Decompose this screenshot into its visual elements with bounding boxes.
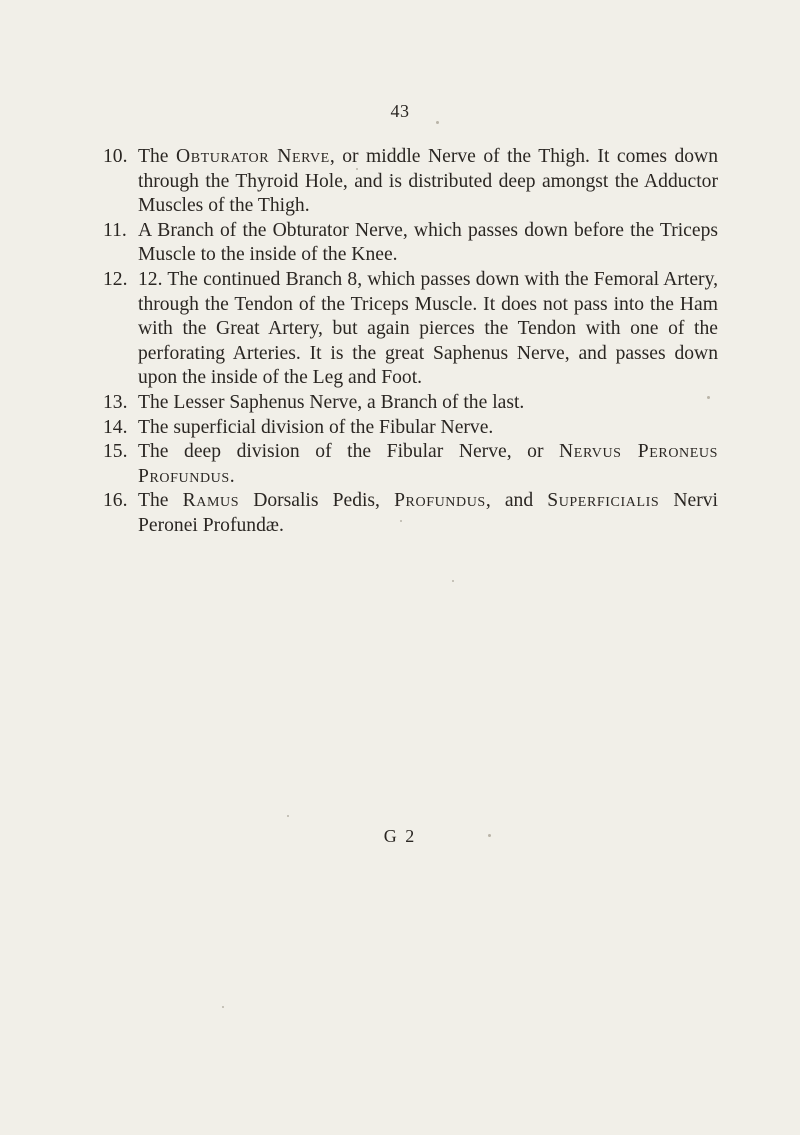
paper-speck [356,168,358,170]
entry-text [138,440,718,489]
entry-text [138,489,718,538]
entry-number: 14. [103,416,128,438]
entry-number: 10. [103,146,128,167]
entry-text-run: Nervi Peronei Profundæ. [138,490,718,536]
entry-text-run: 12. The continued Branch 8, which passes down with the Femoral Artery, through the Tendon of the Triceps Muscle. It does not pass into the Ham with the Great Artery, but again pierces the Tendon with one of the perforating Arteries. It is the great Saphenus Nerve, and passes down upon the inside of the Leg and Foot. [138,268,718,389]
entry-text-run: The [138,146,176,167]
entry-text [138,391,718,416]
entry-term: Nervus Peroneus Profundus [138,441,718,487]
entry-term: Obturator Nerve [175,146,330,167]
entry-term: Ramus [182,490,240,512]
entry-list [103,145,718,539]
paper-speck [452,580,454,582]
entry-text-run: . [229,465,235,487]
list-item [103,391,718,416]
entry-text [138,145,718,219]
entry-text [138,219,718,268]
entry-number: 15. [103,441,128,463]
entry-text-run: A Branch of the Obturator Nerve, which passes down before the Triceps Muscle to the inside of the Knee. [138,219,718,266]
entry-number: 11. [103,219,127,241]
paper-speck [287,815,289,817]
entry-term: Superficialis [547,490,660,512]
entry-text-run: The superficial division of the Fibular Nerve. [138,416,494,438]
paper-speck [436,121,439,124]
entry-number: 12. [103,268,128,290]
list-item [103,219,718,268]
signature-mark: G 2 [383,826,417,846]
entry-text-run: Dorsalis Pedis, [239,490,395,512]
entry-text-run: The [138,490,183,512]
entry-number: 16. [103,490,128,512]
entry-term: Profundus [394,490,486,512]
list-item [103,268,718,391]
entry-text [138,268,718,391]
paper-speck [400,520,402,522]
entry-text-run: , and [485,490,548,512]
page-number: 43 [390,101,410,121]
list-item [103,489,718,538]
paper-speck [488,834,491,837]
list-item [103,440,718,489]
list-item [103,416,718,441]
entry-text-run: The Lesser Saphenus Nerve, a Branch of the last. [138,391,525,413]
entry-text-run: , or middle Nerve of the Thigh. It comes down through the Thyroid Hole, and is distributed deep amongst the Adductor Muscles of the Thigh. [138,146,718,217]
entry-text-run: The deep division of the Fibular Nerve, or [138,441,560,463]
entry-number: 13. [103,391,128,413]
entry-text [138,416,718,441]
paper-speck [222,1006,224,1008]
paper-speck [707,396,710,399]
list-item [103,145,718,219]
